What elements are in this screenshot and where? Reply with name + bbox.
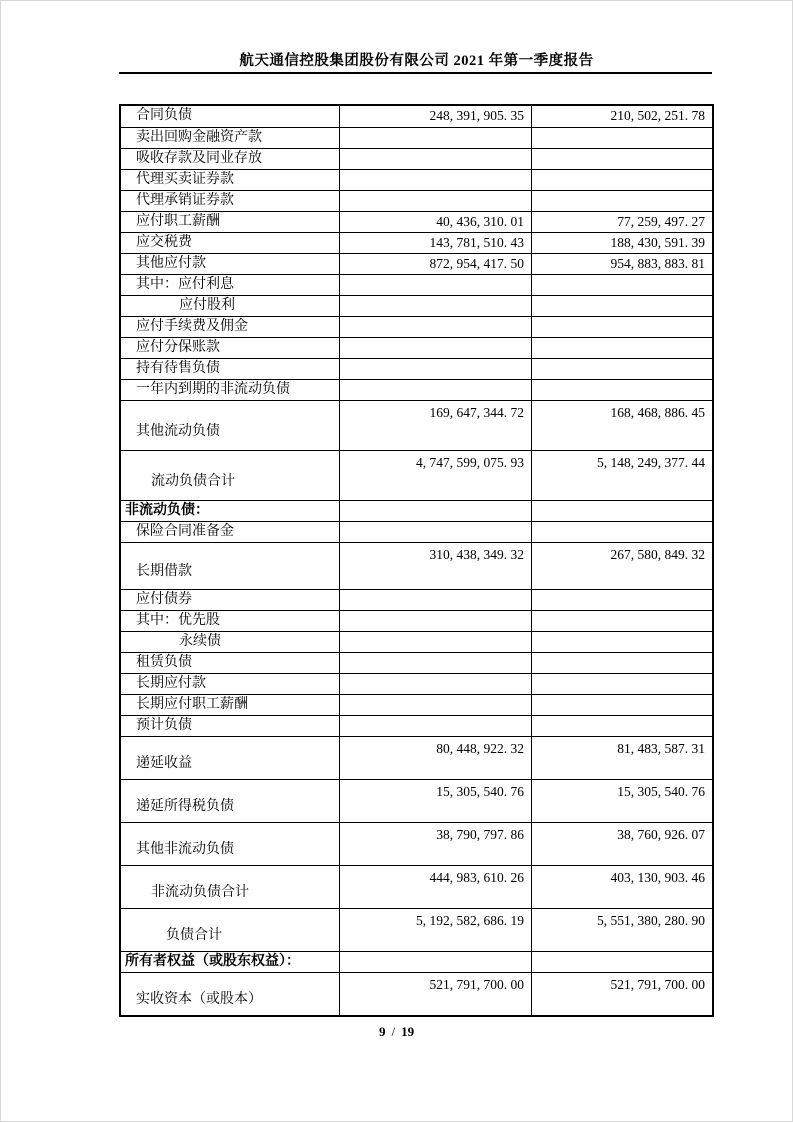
table-row (121, 673, 712, 694)
row-value-prior-period (531, 380, 712, 400)
page-separator: / (391, 1024, 396, 1039)
row-value-current-period (339, 338, 531, 358)
row-value-prior-period (531, 359, 712, 379)
table-row (121, 337, 712, 358)
table-row (121, 736, 712, 779)
row-label: 长期应付职工薪酬 (136, 696, 248, 712)
row-value-prior-period (531, 317, 712, 337)
row-value-current-period (339, 952, 531, 972)
row-value-prior-period: 15, 305, 540. 76 (531, 780, 712, 822)
row-label: 代理承销证券款 (136, 192, 234, 208)
row-value-prior-period (531, 128, 712, 148)
row-label: 其他非流动负债 (136, 841, 234, 857)
table-row (121, 908, 712, 951)
row-value-current-period (339, 674, 531, 694)
table-row (121, 542, 712, 589)
row-label: 一年内到期的非流动负债 (136, 381, 290, 397)
table-row (121, 500, 712, 521)
row-value-current-period: 248, 391, 905. 35 (339, 106, 531, 127)
row-value-current-period (339, 275, 531, 295)
table-row (121, 610, 712, 631)
row-label: 吸收存款及同业存放 (136, 150, 262, 166)
row-label: 应付债券 (136, 591, 192, 607)
row-label: 应付分保账款 (136, 339, 220, 355)
row-value-prior-period: 267, 580, 849. 32 (531, 543, 712, 589)
row-value-current-period: 5, 192, 582, 686. 19 (339, 909, 531, 951)
row-label: 非流动负债： (125, 502, 209, 518)
header-divider (119, 72, 712, 74)
row-label: 流动负债合计 (151, 474, 235, 490)
table-row (121, 865, 712, 908)
row-value-current-period: 521, 791, 700. 00 (339, 973, 531, 1015)
table-row (121, 295, 712, 316)
row-value-prior-period (531, 590, 712, 610)
row-value-prior-period: 188, 430, 591. 39 (531, 233, 712, 253)
row-value-prior-period (531, 170, 712, 190)
table-row (121, 274, 712, 295)
row-label: 递延所得税负债 (136, 798, 234, 814)
row-label: 递延收益 (136, 755, 192, 771)
table-row (121, 211, 712, 232)
row-value-prior-period: 38, 760, 926. 07 (531, 823, 712, 865)
row-value-current-period: 38, 790, 797. 86 (339, 823, 531, 865)
table-row (121, 127, 712, 148)
table-row (121, 631, 712, 652)
row-label: 其中：应付利息 (136, 276, 234, 292)
table-row (121, 316, 712, 337)
row-value-prior-period: 5, 551, 380, 280. 90 (531, 909, 712, 951)
table-row (121, 358, 712, 379)
row-value-prior-period: 403, 130, 903. 46 (531, 866, 712, 908)
row-label: 租赁负债 (136, 654, 192, 670)
row-label: 应付职工薪酬 (136, 213, 220, 229)
row-value-current-period (339, 632, 531, 652)
row-value-prior-period (531, 275, 712, 295)
table-row (121, 652, 712, 673)
row-label: 应付股利 (179, 297, 235, 313)
page-number: 9 (378, 1024, 386, 1039)
row-label: 其中：优先股 (136, 612, 220, 628)
row-value-current-period (339, 695, 531, 715)
row-value-current-period: 310, 438, 349. 32 (339, 543, 531, 589)
row-value-current-period: 15, 305, 540. 76 (339, 780, 531, 822)
row-value-current-period (339, 501, 531, 521)
row-label: 合同负债 (136, 108, 192, 124)
page-title: 航天通信控股集团股份有限公司 2021 年第一季度报告 (239, 53, 594, 69)
row-value-prior-period (531, 501, 712, 521)
row-value-prior-period (531, 952, 712, 972)
row-value-current-period (339, 590, 531, 610)
table-row (121, 148, 712, 169)
row-value-current-period (339, 716, 531, 736)
row-value-current-period (339, 317, 531, 337)
row-label: 非流动负债合计 (151, 884, 249, 900)
row-value-prior-period: 81, 483, 587. 31 (531, 737, 712, 779)
row-value-current-period (339, 170, 531, 190)
table-row (121, 190, 712, 211)
row-value-current-period: 444, 983, 610. 26 (339, 866, 531, 908)
row-value-current-period: 4, 747, 599, 075. 93 (339, 451, 531, 500)
table-row (121, 521, 712, 542)
balance-sheet-table (119, 104, 714, 1017)
row-value-prior-period: 954, 883, 883. 81 (531, 254, 712, 274)
row-value-prior-period (531, 191, 712, 211)
row-value-prior-period: 210, 502, 251. 78 (531, 106, 712, 127)
row-value-prior-period: 521, 791, 700. 00 (531, 973, 712, 1015)
row-value-current-period (339, 128, 531, 148)
row-value-prior-period (531, 338, 712, 358)
row-value-prior-period (531, 296, 712, 316)
row-value-current-period: 872, 954, 417. 50 (339, 254, 531, 274)
row-value-current-period (339, 149, 531, 169)
table-row (121, 232, 712, 253)
row-label: 卖出回购金融资产款 (136, 129, 262, 145)
row-label: 保险合同准备金 (136, 523, 234, 539)
row-value-current-period (339, 522, 531, 542)
row-value-prior-period (531, 674, 712, 694)
row-value-prior-period (531, 695, 712, 715)
row-label: 代理买卖证券款 (136, 171, 234, 187)
row-label: 持有待售负债 (136, 360, 220, 376)
table-row (121, 694, 712, 715)
table-row (121, 822, 712, 865)
table-row (121, 169, 712, 190)
row-label: 永续债 (179, 633, 221, 649)
table-row (121, 715, 712, 736)
row-value-current-period (339, 611, 531, 631)
row-value-prior-period (531, 611, 712, 631)
table-row (121, 589, 712, 610)
table-row (121, 951, 712, 972)
row-value-prior-period (531, 653, 712, 673)
table-row (121, 253, 712, 274)
row-label: 其他应付款 (136, 255, 206, 271)
row-value-prior-period (531, 149, 712, 169)
row-value-current-period (339, 296, 531, 316)
table-row (121, 379, 712, 400)
row-label: 应交税费 (136, 234, 192, 250)
table-row (121, 450, 712, 500)
row-label: 负债合计 (166, 927, 222, 943)
row-label: 所有者权益（或股东权益）： (125, 953, 300, 969)
row-label: 实收资本（或股本） (136, 991, 262, 1007)
row-value-prior-period: 168, 468, 886. 45 (531, 401, 712, 450)
row-value-current-period (339, 380, 531, 400)
row-value-prior-period: 77, 259, 497. 27 (531, 212, 712, 232)
row-value-current-period (339, 359, 531, 379)
row-value-current-period (339, 653, 531, 673)
row-value-current-period: 40, 436, 310. 01 (339, 212, 531, 232)
row-value-current-period: 143, 781, 510. 43 (339, 233, 531, 253)
row-label: 应付手续费及佣金 (136, 318, 248, 334)
page-total: 19 (401, 1024, 415, 1039)
table-row (121, 106, 712, 127)
row-value-current-period: 169, 647, 344. 72 (339, 401, 531, 450)
row-value-current-period (339, 191, 531, 211)
table-row (121, 972, 712, 1015)
row-label: 预计负债 (136, 717, 192, 733)
row-value-prior-period (531, 632, 712, 652)
row-value-prior-period (531, 716, 712, 736)
row-value-current-period: 80, 448, 922. 32 (339, 737, 531, 779)
row-value-prior-period (531, 522, 712, 542)
row-label: 长期应付款 (136, 675, 206, 691)
row-label: 长期借款 (136, 564, 192, 580)
table-row (121, 400, 712, 450)
row-label: 其他流动负债 (136, 424, 220, 440)
row-value-prior-period: 5, 148, 249, 377. 44 (531, 451, 712, 500)
page-footer (1, 1024, 792, 1040)
table-row (121, 779, 712, 822)
